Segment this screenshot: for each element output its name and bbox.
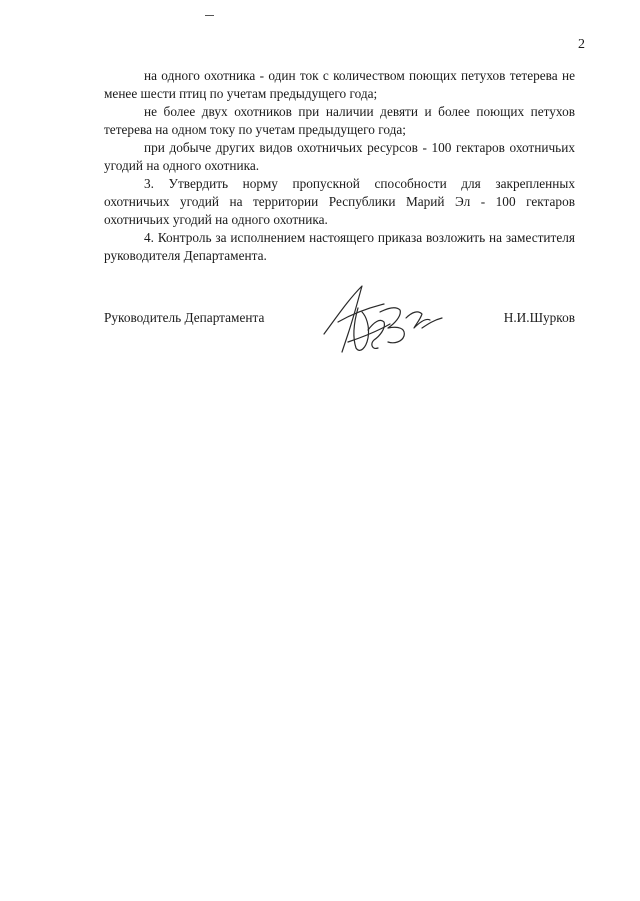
page-number: 2 [578, 37, 585, 52]
scan-mark [205, 15, 214, 16]
signatory-position: Руководитель Департамента [104, 310, 265, 325]
signatory-name: Н.И.Шурков [503, 310, 575, 325]
document-body [104, 67, 575, 265]
paragraph-two-hunters-rule: не более двух охотников при наличии девяти и более поющих петухов тетерева на одном току по учетам предыдущего года; [104, 104, 575, 137]
paragraph-item-3: 3. Утвердить норму пропускной способности для закрепленных охотничьих угодий на территории Республики Марий Эл - 100 гектаров охотничьих угодий на одного охотника. [104, 176, 575, 227]
paragraph-item-4: 4. Контроль за исполнением настоящего приказа возложить на заместителя руководителя Департамента. [104, 230, 575, 263]
handwritten-signature [318, 278, 446, 358]
paragraph-other-resources-rule: при добыче других видов охотничьих ресурсов - 100 гектаров охотничьих угодий на одного охотника. [104, 140, 575, 173]
paragraph-hunter-lek-rule: на одного охотника - один ток с количеством поющих петухов тетерева не менее шести птиц по учетам предыдущего года; [104, 68, 575, 101]
